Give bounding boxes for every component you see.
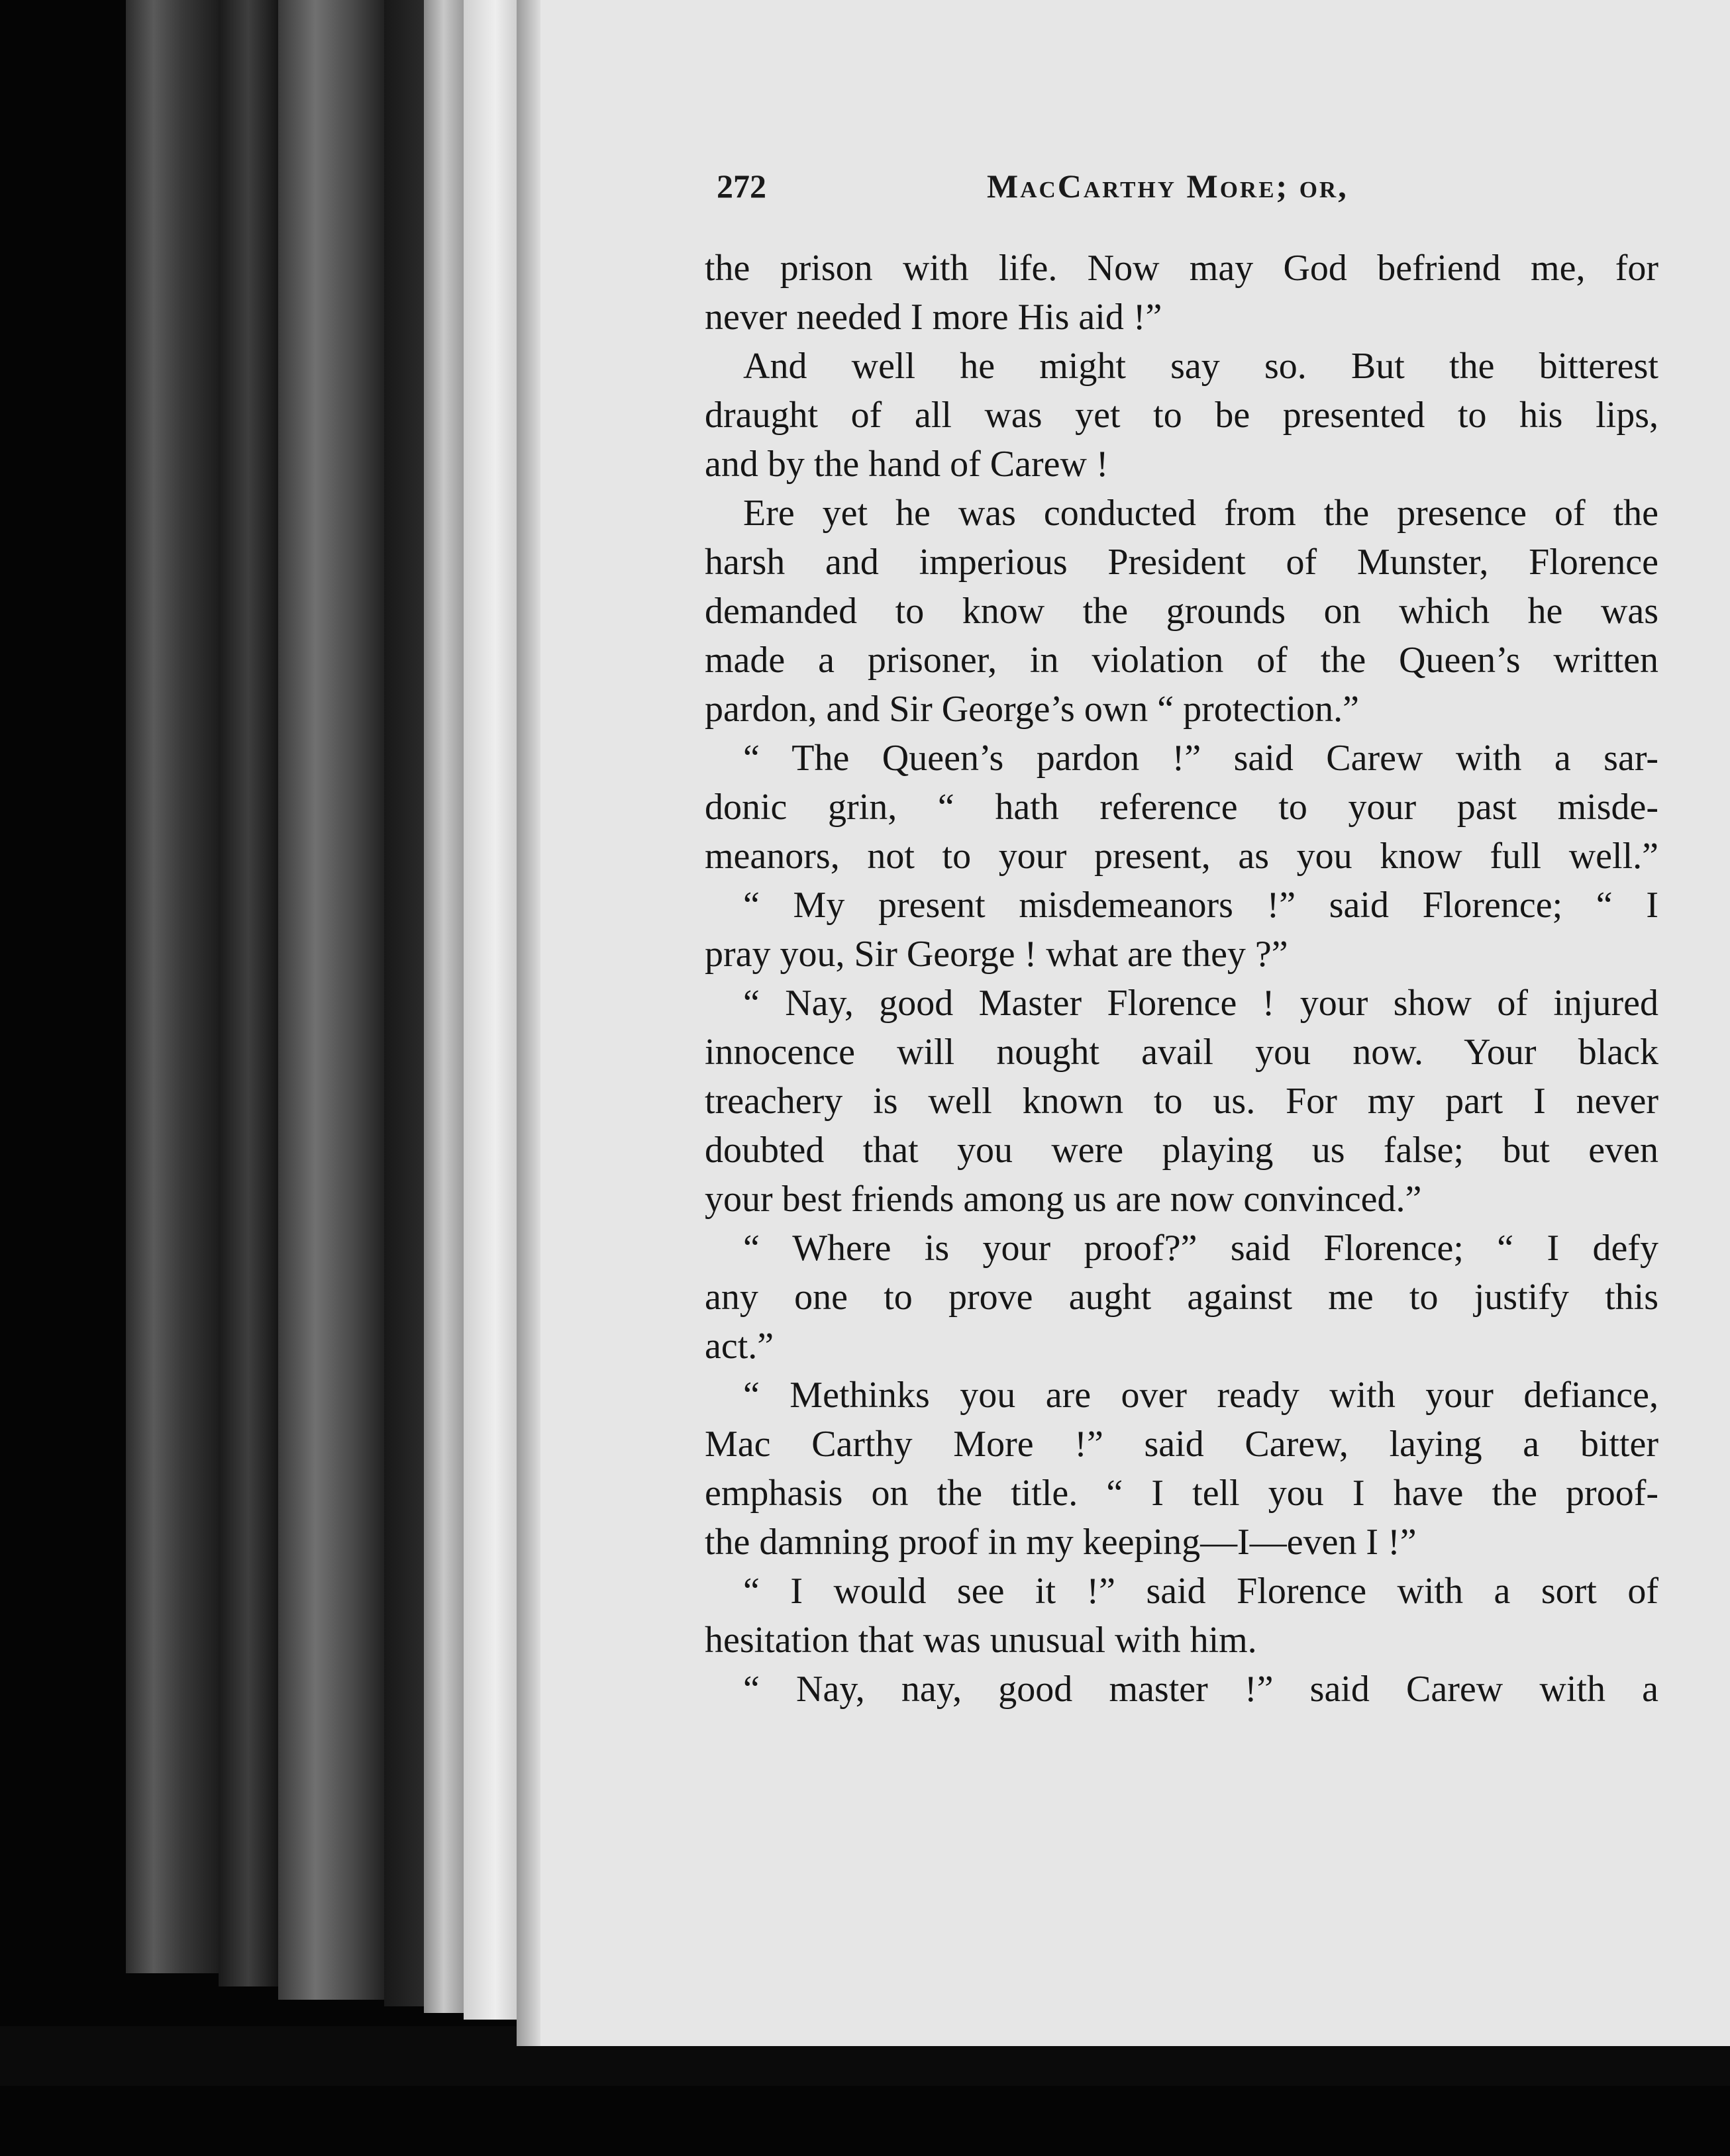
text-line: and by the hand of Carew ! [705, 444, 1109, 485]
text-line: “ Nay, nay, good master !” said Carew with a [743, 1669, 1658, 1710]
page-edge [219, 0, 278, 1986]
scan-background [0, 2086, 1730, 2156]
text-line: “ I would see it !” said Florence with a sort of [743, 1571, 1658, 1612]
text-line: act.” [705, 1326, 774, 1367]
text-line: doubted that you were playing us false; but even [705, 1130, 1658, 1171]
text-line: the damning proof in my keeping—I—even I !” [705, 1522, 1417, 1563]
text-line: hesitation that was unusual with him. [705, 1620, 1257, 1661]
page-edge [278, 0, 384, 2000]
text-line: harsh and imperious President of Munster, Florence [705, 542, 1658, 583]
text-line: pardon, and Sir George’s own “ protection.” [705, 689, 1360, 730]
running-head [717, 167, 1412, 213]
page-edge [384, 0, 424, 2006]
page-gutter-shadow [517, 0, 540, 2046]
book-page-edges [0, 0, 530, 2026]
text-line: made a prisoner, in violation of the Queen’s written [705, 640, 1658, 681]
text-line: “ Methinks you are over ready with your defiance, [743, 1375, 1658, 1416]
body-text [705, 244, 1658, 1714]
text-line: treachery is well known to us. For my part I never [705, 1081, 1658, 1122]
text-line: “ Nay, good Master Florence ! your show of injured [743, 983, 1658, 1024]
text-line: never needed I more His aid !” [705, 297, 1162, 338]
running-title: MacCarthy More; or, [987, 168, 1348, 205]
text-line: meanors, not to your present, as you know full well.” [705, 836, 1658, 877]
text-line: demanded to know the grounds on which he was [705, 591, 1658, 632]
text-line: “ The Queen’s pardon !” said Carew with a sar- [743, 738, 1658, 779]
text-line: any one to prove aught against me to justify this [705, 1277, 1658, 1318]
text-line: pray you, Sir George ! what are they ?” [705, 934, 1288, 975]
text-line: And well he might say so. But the bitterest [743, 346, 1658, 387]
text-line: draught of all was yet to be presented to his lips, [705, 395, 1658, 436]
text-line: “ Where is your proof?” said Florence; “ I defy [743, 1228, 1658, 1269]
text-line: your best friends among us are now convinced.” [705, 1179, 1422, 1220]
text-line: the prison with life. Now may God befriend me, for [705, 248, 1658, 289]
page-edge [424, 0, 464, 2013]
text-line: “ My present misdemeanors !” said Florence; “ I [743, 885, 1658, 926]
page-edge [126, 0, 219, 1973]
text-line: Ere yet he was conducted from the presence of the [743, 493, 1658, 534]
text-line: innocence will nought avail you now. Your black [705, 1032, 1658, 1073]
page-edge [464, 0, 517, 2020]
text-line: donic grin, “ hath reference to your past misde- [705, 787, 1658, 828]
text-line: emphasis on the title. “ I tell you I have the proof- [705, 1473, 1658, 1514]
text-line: Mac Carthy More !” said Carew, laying a bitter [705, 1424, 1658, 1465]
page-number: 272 [717, 168, 766, 205]
